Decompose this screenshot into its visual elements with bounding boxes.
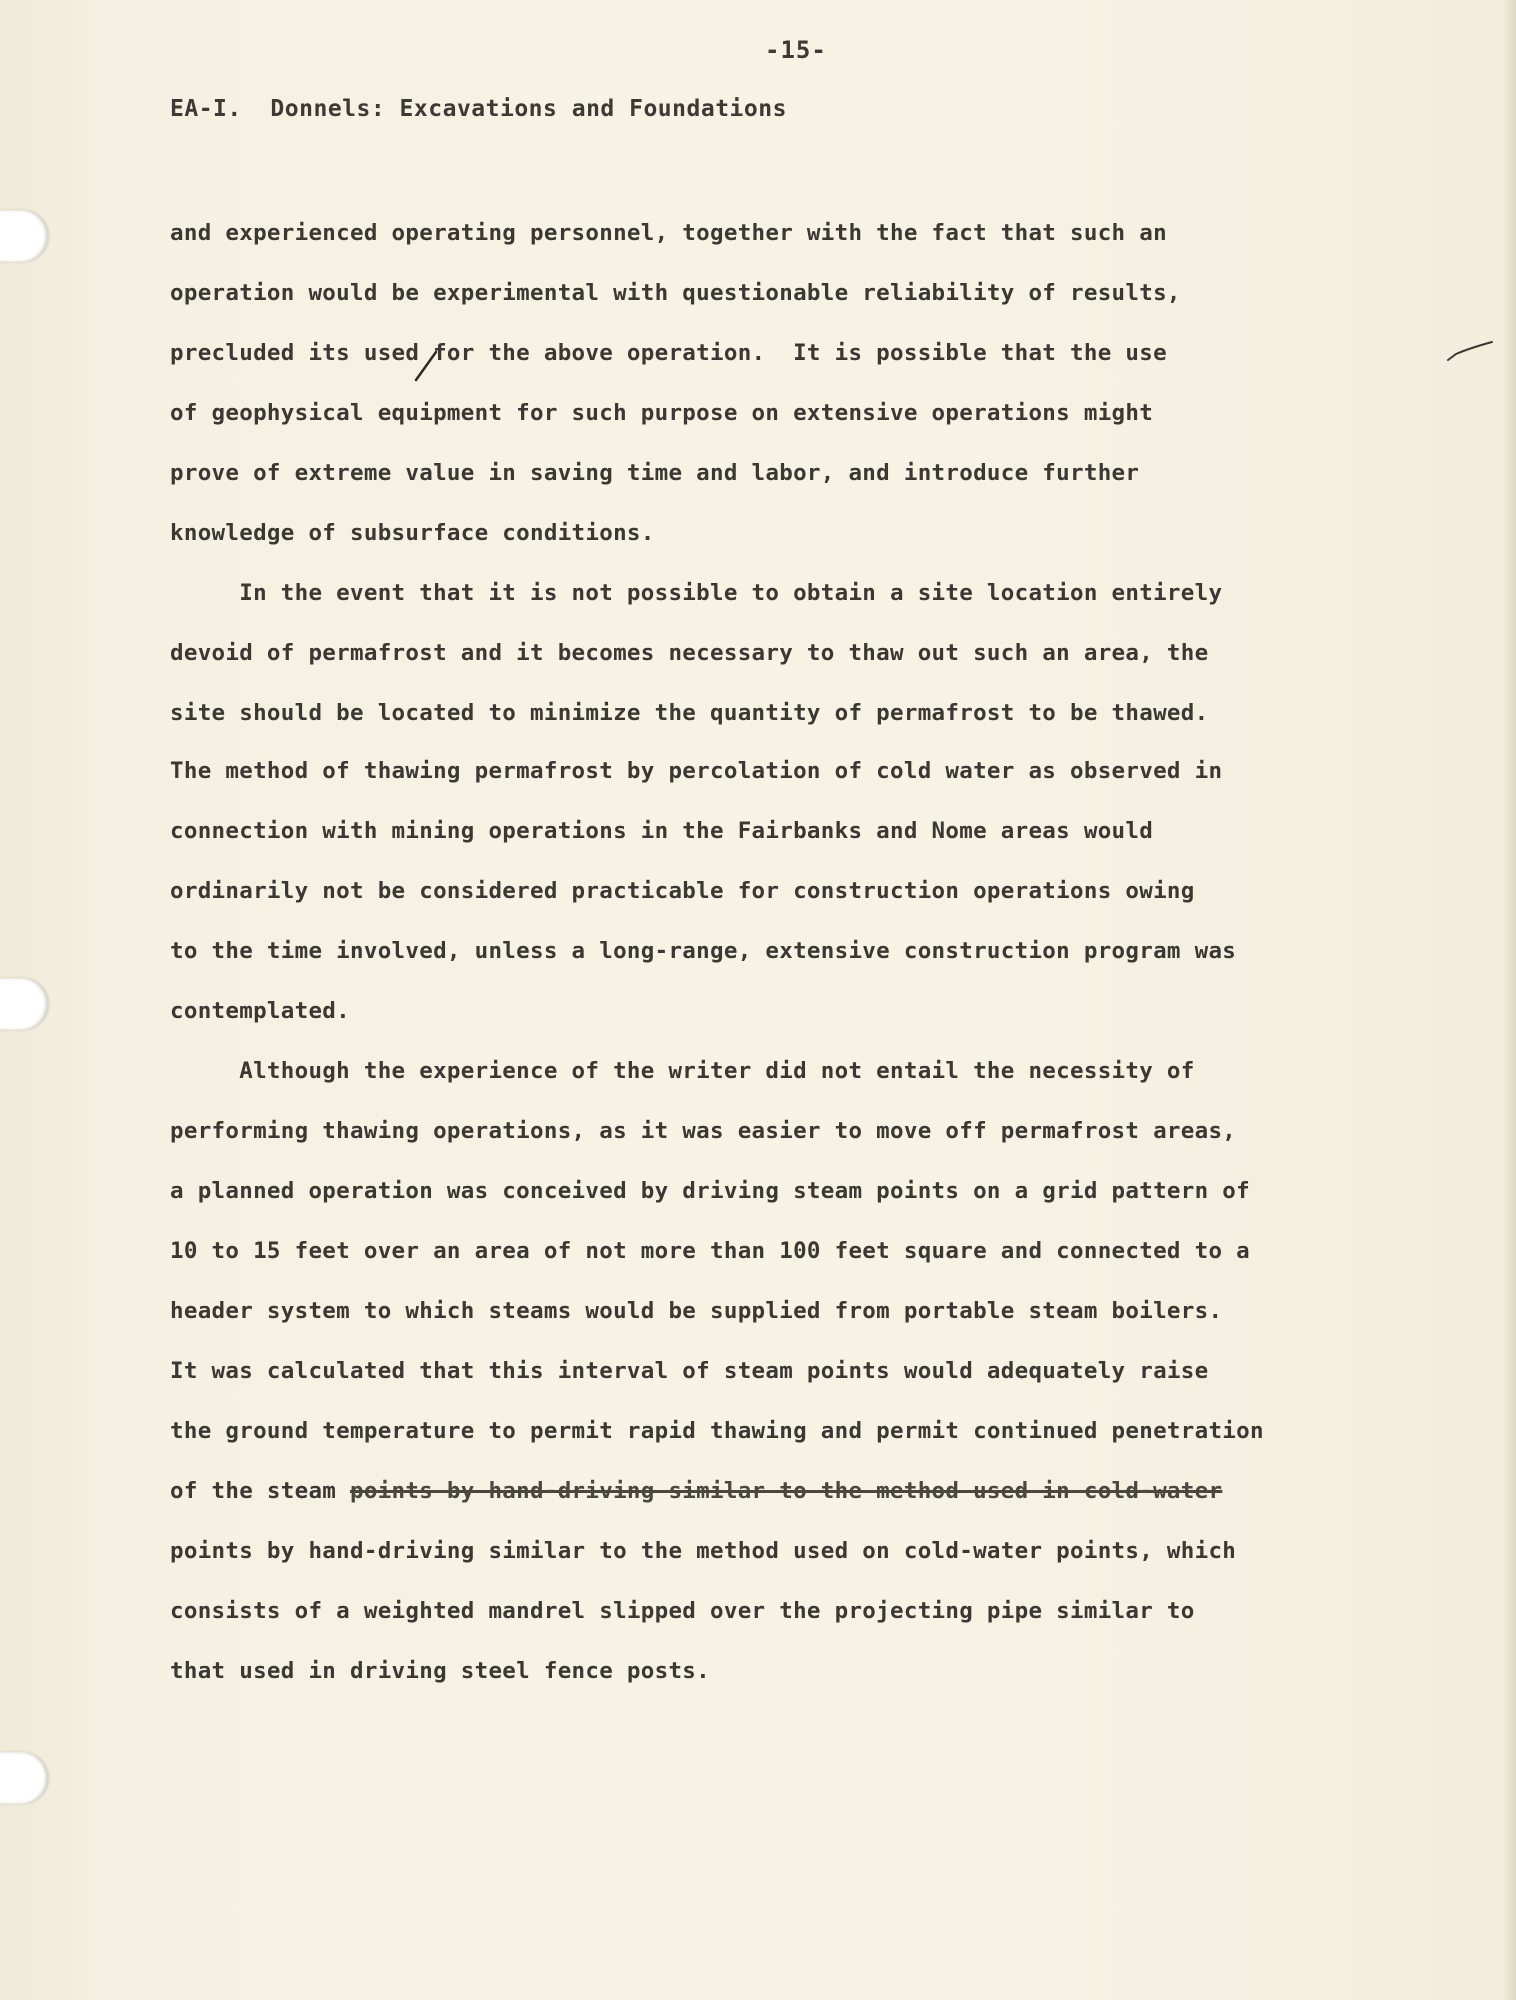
text-line	[170, 400, 1153, 426]
running-head: EA-I. Donnels: Excavations and Foundations	[170, 96, 787, 122]
text-line	[170, 1478, 1222, 1504]
text-line	[170, 1298, 1222, 1324]
text-line: consists of a weighted mandrel slipped over the projecting pipe similar to	[170, 1598, 1195, 1624]
text-line	[170, 220, 1167, 246]
punch-hole-middle	[0, 978, 48, 1030]
text-line-content: site should be located to minimize the quantity of permafrost to be thawed.	[170, 700, 1209, 726]
text-line-content: precluded its used for the above operation. It is possible that the use	[170, 340, 1167, 366]
struck-through-text: points by hand-driving similar to the method used in cold-water	[350, 1478, 1223, 1504]
text-line	[170, 1178, 1250, 1204]
text-line-content: connection with mining operations in the Fairbanks and Nome areas would	[170, 818, 1154, 844]
text-line	[170, 1418, 1264, 1444]
text-line-content: 10 to 15 feet over an area of not more than 100 feet square and connected to a	[170, 1238, 1250, 1264]
text-line	[170, 640, 1208, 666]
handwritten-check-mark	[1446, 340, 1494, 364]
text-line-content: knowledge of subsurface conditions.	[170, 520, 655, 546]
handwritten-strike-mark	[412, 348, 440, 384]
text-line-content: contemplated.	[170, 998, 350, 1024]
text-line-content: Although the experience of the writer did not entail the necessity of	[170, 1058, 1195, 1084]
text-line-content: and experienced operating personnel, together with the fact that such an	[170, 220, 1167, 246]
text-line	[170, 878, 1195, 904]
text-line	[170, 280, 1181, 306]
text-line-content: the ground temperature to permit rapid thawing and permit continued penetration	[170, 1418, 1264, 1444]
text-line-content: It was calculated that this interval of steam points would adequately raise	[170, 1358, 1209, 1384]
punch-hole-bottom	[0, 1752, 48, 1804]
text-line-content: to the time involved, unless a long-range, extensive construction program was	[170, 938, 1237, 964]
text-line-content: performing thawing operations, as it was easier to move off permafrost areas,	[170, 1118, 1237, 1144]
text-line	[170, 340, 1167, 366]
punch-hole-top	[0, 210, 48, 262]
text-line	[170, 758, 1222, 784]
text-line-content: of the steam	[170, 1478, 350, 1504]
text-line	[170, 700, 1208, 726]
text-line	[170, 938, 1236, 964]
text-line	[170, 1358, 1208, 1384]
text-line-content: devoid of permafrost and it becomes necessary to thaw out such an area, the	[170, 640, 1209, 666]
text-line-content: header system to which steams would be supplied from portable steam boilers.	[170, 1298, 1223, 1324]
text-line-content: In the event that it is not possible to obtain a site location entirely	[170, 580, 1223, 606]
text-line-content: The method of thawing permafrost by percolation of cold water as observed in	[170, 758, 1223, 784]
text-line: points by hand-driving similar to the method used on cold-water points, which	[170, 1538, 1237, 1564]
text-line	[170, 818, 1153, 844]
text-line: that used in driving steel fence posts.	[170, 1658, 710, 1684]
text-line	[170, 1058, 1195, 1084]
text-line	[170, 580, 1222, 606]
text-line	[170, 1118, 1236, 1144]
text-line	[170, 1238, 1250, 1264]
text-line	[170, 520, 655, 546]
text-line-content: of geophysical equipment for such purpose on extensive operations might	[170, 400, 1154, 426]
text-line	[170, 998, 350, 1024]
text-line-content: a planned operation was conceived by driving steam points on a grid pattern of	[170, 1178, 1250, 1204]
text-line-content: operation would be experimental with questionable reliability of results,	[170, 280, 1181, 306]
page-edge-shadow	[1502, 0, 1516, 2000]
text-line	[170, 460, 1139, 486]
page-number: -15-	[765, 36, 827, 64]
text-line-content: prove of extreme value in saving time and labor, and introduce further	[170, 460, 1140, 486]
text-line-content: ordinarily not be considered practicable for construction operations owing	[170, 878, 1195, 904]
